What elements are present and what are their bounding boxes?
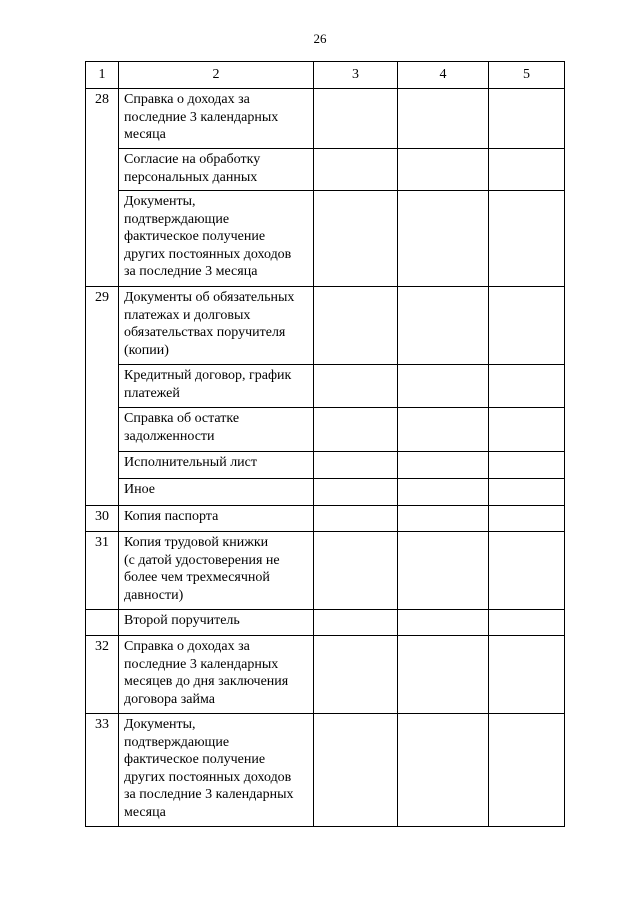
empty-cell-col-4 — [398, 610, 489, 636]
header-cell: 2 — [119, 62, 314, 89]
empty-cell-col-4 — [398, 506, 489, 532]
table-row — [86, 452, 565, 479]
empty-cell-col-5 — [489, 479, 565, 506]
header-cell: 1 — [86, 62, 119, 89]
empty-cell-col-3 — [314, 714, 398, 827]
empty-cell-col-5 — [489, 506, 565, 532]
empty-cell-col-5 — [489, 287, 565, 365]
table-row — [86, 365, 565, 408]
empty-cell-col-5 — [489, 149, 565, 191]
empty-cell-col-3 — [314, 191, 398, 287]
empty-cell-col-5 — [489, 714, 565, 827]
table-row — [86, 532, 565, 610]
document-name: Справка о доходах за последние 3 календарных месяцев до дня заключения договора займа — [119, 636, 314, 714]
row-number: 29 — [86, 287, 119, 506]
header-cell: 5 — [489, 62, 565, 89]
document-name: Копия трудовой книжки (с датой удостоверения не более чем трехмесячной давности) — [119, 532, 314, 610]
empty-cell-col-4 — [398, 452, 489, 479]
empty-cell-col-4 — [398, 191, 489, 287]
empty-cell-col-4 — [398, 408, 489, 452]
table-row — [86, 610, 565, 636]
document-name: Иное — [119, 479, 314, 506]
empty-cell-col-5 — [489, 636, 565, 714]
document-name: Документы, подтверждающие фактическое получение других постоянных доходов за последние 3 месяца — [119, 191, 314, 287]
row-number: 28 — [86, 89, 119, 287]
document-name: Справка о доходах за последние 3 календарных месяца — [119, 89, 314, 149]
empty-cell-col-4 — [398, 287, 489, 365]
empty-cell-col-3 — [314, 408, 398, 452]
table-row — [86, 506, 565, 532]
table-row — [86, 636, 565, 714]
row-number — [86, 610, 119, 636]
empty-cell-col-4 — [398, 479, 489, 506]
empty-cell-col-3 — [314, 89, 398, 149]
empty-cell-col-3 — [314, 287, 398, 365]
document-name: Копия паспорта — [119, 506, 314, 532]
header-cell: 4 — [398, 62, 489, 89]
page-number: 26 — [313, 31, 327, 46]
row-number: 33 — [86, 714, 119, 827]
header-cell: 3 — [314, 62, 398, 89]
document-name: Документы, подтверждающие фактическое получение других постоянных доходов за последние 3 календарных месяца — [119, 714, 314, 827]
empty-cell-col-3 — [314, 532, 398, 610]
row-number: 30 — [86, 506, 119, 532]
table-row — [86, 149, 565, 191]
empty-cell-col-4 — [398, 89, 489, 149]
empty-cell-col-5 — [489, 89, 565, 149]
empty-cell-col-3 — [314, 506, 398, 532]
document-name: Кредитный договор, график платежей — [119, 365, 314, 408]
empty-cell-col-4 — [398, 714, 489, 827]
table-row — [86, 287, 565, 365]
empty-cell-col-5 — [489, 610, 565, 636]
empty-cell-col-3 — [314, 149, 398, 191]
documents-table — [85, 61, 565, 827]
empty-cell-col-3 — [314, 610, 398, 636]
empty-cell-col-5 — [489, 408, 565, 452]
document-name: Второй поручитель — [119, 610, 314, 636]
empty-cell-col-4 — [398, 532, 489, 610]
empty-cell-col-5 — [489, 532, 565, 610]
document-name: Документы об обязательных платежах и долговых обязательствах поручителя (копии) — [119, 287, 314, 365]
table-row — [86, 191, 565, 287]
empty-cell-col-3 — [314, 479, 398, 506]
table-header-row — [86, 62, 565, 89]
empty-cell-col-4 — [398, 636, 489, 714]
empty-cell-col-5 — [489, 452, 565, 479]
empty-cell-col-5 — [489, 365, 565, 408]
table-row — [86, 479, 565, 506]
empty-cell-col-3 — [314, 452, 398, 479]
table-row — [86, 89, 565, 149]
empty-cell-col-5 — [489, 191, 565, 287]
document-name: Справка об остатке задолженности — [119, 408, 314, 452]
table-row — [86, 714, 565, 827]
row-number: 32 — [86, 636, 119, 714]
row-number: 31 — [86, 532, 119, 610]
empty-cell-col-3 — [314, 636, 398, 714]
empty-cell-col-4 — [398, 149, 489, 191]
document-name: Согласие на обработку персональных данных — [119, 149, 314, 191]
document-name: Исполнительный лист — [119, 452, 314, 479]
empty-cell-col-3 — [314, 365, 398, 408]
table-row — [86, 408, 565, 452]
empty-cell-col-4 — [398, 365, 489, 408]
